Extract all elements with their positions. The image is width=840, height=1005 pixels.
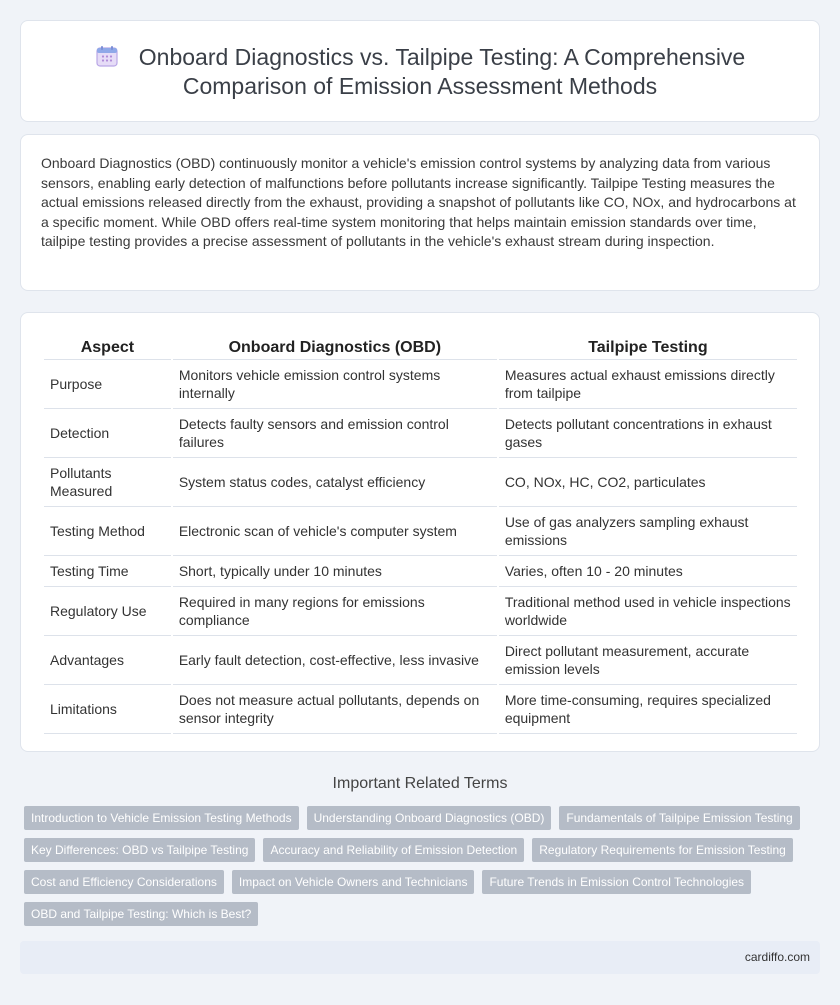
table-cell-tailpipe: Traditional method used in vehicle inspections worldwide <box>499 587 797 636</box>
table-cell-obd: Detects faulty sensors and emission control failures <box>173 409 497 458</box>
title-card <box>20 20 820 122</box>
table-cell-tailpipe: Direct pollutant measurement, accurate emission levels <box>499 636 797 685</box>
table-cell-aspect: Testing Time <box>44 556 171 587</box>
table-cell-obd: System status codes, catalyst efficiency <box>173 458 497 507</box>
table-cell-aspect: Purpose <box>44 360 171 409</box>
related-term-tag[interactable]: Impact on Vehicle Owners and Technicians <box>232 870 475 894</box>
related-term-tag[interactable]: Introduction to Vehicle Emission Testing Methods <box>24 806 299 830</box>
table-row <box>44 587 797 636</box>
title-line-2: Comparison of Emission Assessment Methods <box>182 73 658 99</box>
table-cell-aspect: Detection <box>44 409 171 458</box>
related-term-tag[interactable]: Regulatory Requirements for Emission Testing <box>532 838 793 862</box>
table-cell-aspect: Limitations <box>44 685 171 734</box>
table-cell-aspect: Pollutants Measured <box>44 458 171 507</box>
table-header-row <box>44 334 797 360</box>
table-row <box>44 556 797 587</box>
comparison-table <box>42 334 799 734</box>
column-header-tailpipe: Tailpipe Testing <box>499 334 797 360</box>
table-cell-aspect: Regulatory Use <box>44 587 171 636</box>
table-cell-tailpipe: More time-consuming, requires specialized equipment <box>499 685 797 734</box>
comparison-table-card <box>20 312 820 752</box>
table-cell-tailpipe: Use of gas analyzers sampling exhaust emissions <box>499 507 797 556</box>
table-row <box>44 685 797 734</box>
table-cell-obd: Short, typically under 10 minutes <box>173 556 497 587</box>
column-header-obd: Onboard Diagnostics (OBD) <box>173 334 497 360</box>
table-cell-tailpipe: Varies, often 10 - 20 minutes <box>499 556 797 587</box>
table-cell-tailpipe: CO, NOx, HC, CO2, particulates <box>499 458 797 507</box>
column-header-aspect: Aspect <box>44 334 171 360</box>
table-cell-obd: Does not measure actual pollutants, depends on sensor integrity <box>173 685 497 734</box>
table-cell-obd: Monitors vehicle emission control systems internally <box>173 360 497 409</box>
table-row <box>44 507 797 556</box>
related-terms-tags <box>24 806 814 934</box>
intro-paragraph: Onboard Diagnostics (OBD) continuously monitor a vehicle's emission control systems by analyzing data from various sensors, enabling early detection of malfunctions before pollutants increase significantly. Tailpipe Testing measures the actual emissions released directly from the exhaust, providing a snapshot of pollutants like CO, NOx, and hydrocarbons at a specific moment. While OBD offers real-time system monitoring that helps maintain emission standards over time, tailpipe testing provides a precise assessment of pollutants in the vehicle's exhaust stream during inspection. <box>41 155 796 249</box>
related-term-tag[interactable]: Key Differences: OBD vs Tailpipe Testing <box>24 838 255 862</box>
table-cell-tailpipe: Measures actual exhaust emissions directly from tailpipe <box>499 360 797 409</box>
title-line-1: Onboard Diagnostics vs. Tailpipe Testing: A Comprehensive <box>138 44 746 70</box>
related-term-tag[interactable]: Cost and Efficiency Considerations <box>24 870 224 894</box>
intro-card <box>20 134 820 291</box>
table-cell-obd: Early fault detection, cost-effective, less invasive <box>173 636 497 685</box>
table-cell-obd: Required in many regions for emissions compliance <box>173 587 497 636</box>
related-term-tag[interactable]: Future Trends in Emission Control Technologies <box>482 870 751 894</box>
table-cell-aspect: Testing Method <box>44 507 171 556</box>
table-cell-aspect: Advantages <box>44 636 171 685</box>
table-cell-tailpipe: Detects pollutant concentrations in exhaust gases <box>499 409 797 458</box>
footer <box>20 941 820 974</box>
calendar-icon <box>95 44 119 68</box>
footer-site-link[interactable]: cardiffo.com <box>744 950 810 964</box>
table-cell-obd: Electronic scan of vehicle's computer system <box>173 507 497 556</box>
related-term-tag[interactable]: Accuracy and Reliability of Emission Detection <box>263 838 524 862</box>
page-title <box>21 43 819 101</box>
table-row <box>44 360 797 409</box>
related-term-tag[interactable]: Fundamentals of Tailpipe Emission Testing <box>559 806 799 830</box>
table-row <box>44 458 797 507</box>
related-terms-heading: Important Related Terms <box>332 775 508 792</box>
related-term-tag[interactable]: Understanding Onboard Diagnostics (OBD) <box>307 806 552 830</box>
table-row <box>44 409 797 458</box>
table-row <box>44 636 797 685</box>
related-term-tag[interactable]: OBD and Tailpipe Testing: Which is Best? <box>24 902 258 926</box>
